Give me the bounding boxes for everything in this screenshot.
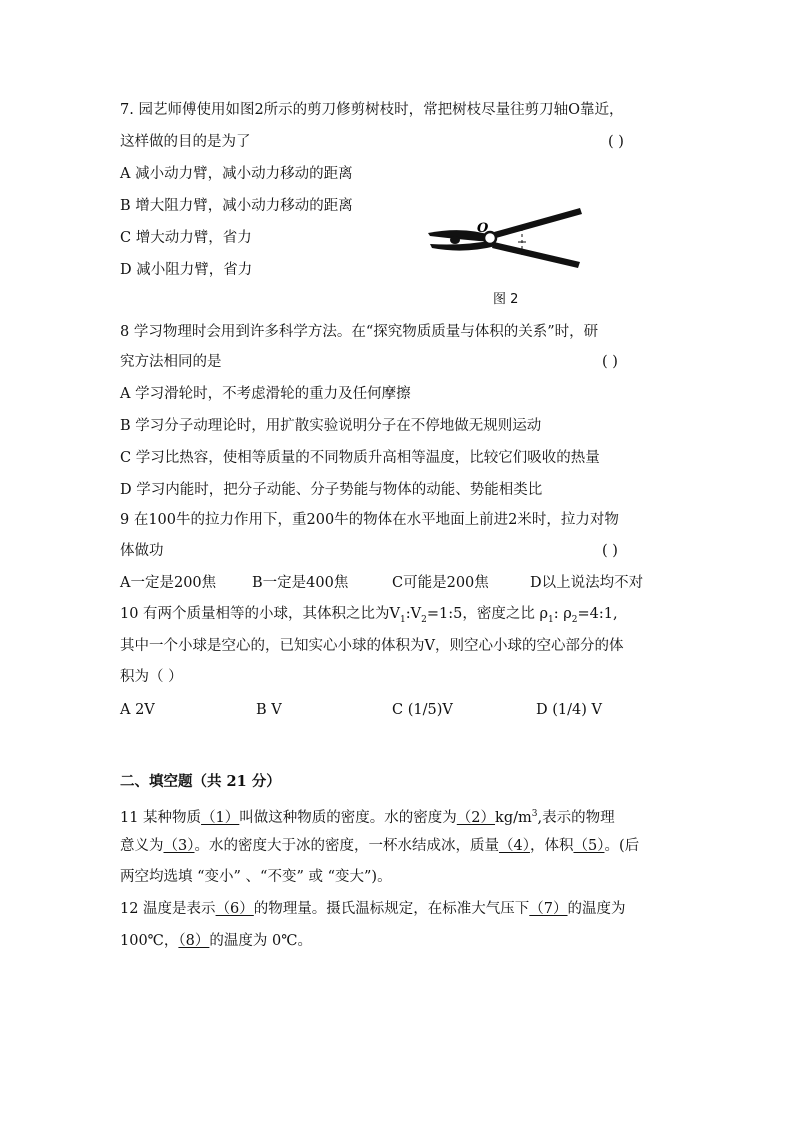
q8-line-2: 究方法相同的是 (120, 354, 222, 370)
blank-8[interactable]: （8） (178, 933, 210, 949)
blank-6[interactable]: （6） (215, 901, 254, 917)
q10-line-2: 其中一个小球是空心的，已知实心小球的体积为V，则空心小球的空心部分的体 (120, 638, 624, 654)
q7-option-c: C 增大动力臂，省力 (120, 230, 252, 246)
q8-answer-paren: ( ) (602, 354, 618, 370)
q9-line-1: 9 在100牛的拉力作用下，重200牛的物体在水平地面上前进2米时，拉力对物 (120, 512, 619, 528)
q8-option-a: A 学习滑轮时，不考虑滑轮的重力及任何摩擦 (120, 386, 411, 402)
q10-line-3: 积为（ ） (120, 669, 183, 685)
q7-line-2: 这样做的目的是为了 (120, 134, 251, 150)
q9-option-c: C可能是200焦 (392, 575, 489, 591)
q8-option-b: B 学习分子动理论时，用扩散实验说明分子在不停地做无规则运动 (120, 418, 542, 434)
pivot-label: O (477, 221, 489, 236)
blank-7[interactable]: （7） (529, 901, 568, 917)
q7-line-1: 7. 园艺师傅使用如图2所示的剪刀修剪树枝时，常把树枝尽量往剪刀轴O靠近， (120, 102, 624, 118)
q8-line-1: 8 学习物理时会用到许多科学方法。在“探究物质质量与体积的关系”时，研 (120, 324, 599, 340)
q9-line-2: 体做功 (120, 543, 164, 559)
q9-option-a: A一定是200焦 (120, 575, 217, 591)
q7-option-d: D 减小阻力臂，省力 (120, 262, 253, 278)
q9-option-d: D以上说法均不对 (530, 575, 644, 591)
q11-line-3: 两空均选填 “变小” 、“不变” 或 “变大”)。 (120, 869, 392, 885)
blank-2[interactable]: （2） (456, 809, 496, 826)
q9-option-b: B一定是400焦 (252, 575, 349, 591)
q10-option-d: D (1/4) V (536, 702, 602, 718)
blank-3[interactable]: （3） (163, 838, 195, 854)
q7-option-b: B 增大阻力臂，减小动力移动的距离 (120, 198, 353, 214)
section-heading: 二、填空题（共 21 分） (120, 773, 281, 790)
q8-option-c: C 学习比热容，使相等质量的不同物质升高相等温度，比较它们吸收的热量 (120, 450, 600, 466)
scissors-figure (424, 200, 586, 272)
q7-answer-paren: ( ) (608, 134, 624, 150)
q8-option-d: D 学习内能时，把分子动能、分子势能与物体的动能、势能相类比 (120, 482, 543, 498)
q10-line-1: 10 有两个质量相等的小球，其体积之比为$V_1:V_2=1:5$，密度之比 $\rho_1$: $\rho_2=4:1$, (120, 606, 618, 625)
q12-line-2: 100℃，（8）的温度为 0℃。 (120, 933, 312, 949)
q7-option-a: A 减小动力臂，减小动力移动的距离 (120, 166, 353, 182)
blank-5[interactable]: （5） (573, 838, 605, 854)
q10-option-c: C (1/5)V (392, 702, 453, 718)
q10-option-b: B V (256, 702, 282, 718)
q11-line-1: 11 某种物质（1）叫做这种物质的密度。水的密度为$(2)kg/m^3$,表示的物理 (120, 809, 615, 826)
branch-icon (450, 236, 460, 244)
q12-line-1: 12 温度是表示（6）的物理量。摄氏温标规定，在标准大气压下（7）的温度为 (120, 901, 626, 917)
q10-option-a: A 2V (120, 702, 155, 718)
blank-4[interactable]: （4） (498, 838, 530, 854)
blank-1[interactable]: （1） (201, 809, 240, 826)
q11-line-2: 意义为（3）。水的密度大于冰的密度，一杯水结成冰，质量（4），体积（5）。(后 (120, 838, 640, 854)
figure-caption: 图 2 (493, 292, 519, 307)
q9-answer-paren: ( ) (602, 543, 618, 559)
